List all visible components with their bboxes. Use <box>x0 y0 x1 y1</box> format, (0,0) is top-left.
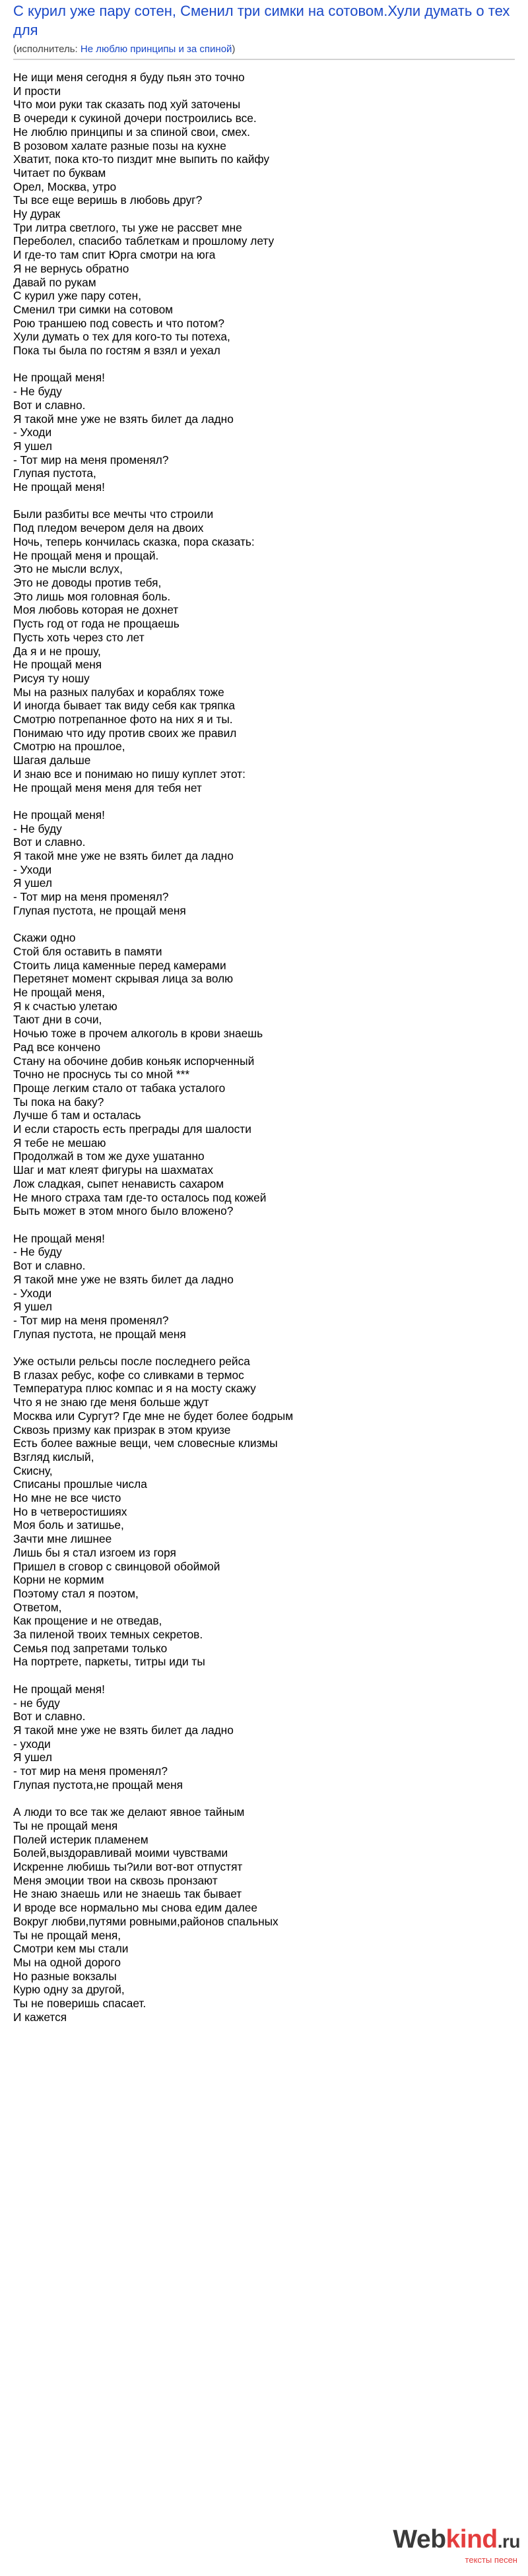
lyric-line: Курю одну за другой, <box>13 1983 125 1997</box>
lyric-line: Взгляд кислый, <box>13 1450 94 1464</box>
lyric-line: Лишь бы я стал изгоем из горя <box>13 1545 176 1559</box>
lyric-blank-line <box>13 1341 515 1355</box>
lyric-line: Шагая дальше <box>13 754 91 767</box>
lyric-line: Не прощай меня меня для тебя нет <box>13 781 202 794</box>
lyric-line: - Не буду <box>13 385 62 399</box>
lyric-line: Рад все кончено <box>13 1040 101 1054</box>
lyric-line: В глазах ребус, кофе со сливками в термос <box>13 1368 244 1382</box>
lyric-line: Сменил три симки на сотовом <box>13 302 174 316</box>
lyric-line: И знаю все и понимаю но пишу куплет этот: <box>13 767 246 781</box>
lyric-line: Не знаю знаешь или не знаешь так бывает <box>13 1887 242 1901</box>
lyric-line: Списаны прошлые числа <box>13 1477 147 1491</box>
lyric-line: Ты все еще веришь в любовь друг? <box>13 193 203 207</box>
lyric-line: Продолжай в том же духе ушатанно <box>13 1149 205 1163</box>
lyric-line: Искренне любишь ты?или вот-вот отпустят <box>13 1859 243 1873</box>
song-title: С курил уже пару сотен, Сменил три симки на сотовом.Хули думать о тех для <box>13 3 510 38</box>
lyric-line: Вот и славно. <box>13 1710 86 1723</box>
lyric-line: Три литра светлого, ты уже не рассвет мне <box>13 220 242 234</box>
lyrics-body <box>13 71 515 2024</box>
lyric-line: Полей истерик пламенем <box>13 1832 148 1846</box>
lyric-line: Это не доводы против тебя, <box>13 575 162 589</box>
lyric-line: Корни не кормим <box>13 1573 104 1587</box>
lyric-line: И если старость есть преграды для шалости <box>13 1122 251 1136</box>
lyric-line: Но разные вокзалы <box>13 1969 117 1983</box>
lyric-line: Стой бля оставить в памяти <box>13 944 162 958</box>
lyric-line: - Не буду <box>13 1245 62 1259</box>
lyric-line: Я не вернусь обратно <box>13 261 129 275</box>
lyric-line: Моя любовь которая не дохнет <box>13 603 179 617</box>
lyric-blank-line <box>13 794 515 808</box>
artist-link[interactable]: Не люблю принципы и за спиной <box>80 44 232 55</box>
logo-part-web: Web <box>393 2525 446 2554</box>
lyric-line: Не прощай меня! <box>13 808 105 821</box>
lyric-line: Скажи одно <box>13 931 76 945</box>
lyric-line: Под пледом вечером деля на двоих <box>13 521 204 535</box>
lyric-line: Не прощай меня! <box>13 480 105 494</box>
lyric-line: Мы на одной дорого <box>13 1955 121 1969</box>
lyric-line: Ночью тоже в прочем алкоголь в крови знаешь <box>13 1027 263 1041</box>
lyric-line: - Тот мир на меня променял? <box>13 1313 169 1327</box>
lyric-line: Поэтому стал я поэтом, <box>13 1586 139 1600</box>
lyric-line: Это лишь моя головная боль. <box>13 589 171 603</box>
lyric-line: Я ушел <box>13 1751 52 1764</box>
lyric-line: Были разбиты все мечты что строили <box>13 507 214 521</box>
lyric-line: Ну дурак <box>13 207 61 221</box>
logo-tagline: тексты песен <box>465 2555 517 2565</box>
lyric-line: Пусть год от года не прощаешь <box>13 617 180 631</box>
lyric-line: Это не мысли вслух, <box>13 562 123 576</box>
lyric-line: Я ушел <box>13 876 52 890</box>
lyric-line: Ответом, <box>13 1600 62 1614</box>
lyric-line: Не люблю принципы и за спиной свои, смех. <box>13 125 250 139</box>
lyric-line: Стоить лица каменные перед камерами <box>13 958 226 972</box>
artist-line <box>13 42 515 57</box>
lyric-line: Вот и славно. <box>13 1259 86 1273</box>
lyric-line: Смотрю на прошлое, <box>13 740 125 754</box>
lyric-line: Шаг и мат клеят фигуры на шахматах <box>13 1163 213 1177</box>
lyric-line: - Уходи <box>13 862 52 876</box>
lyric-line: Читает по буквам <box>13 166 106 179</box>
lyric-line: Смотри кем мы стали <box>13 1942 129 1956</box>
lyric-line: Тают дни в сочи, <box>13 1013 102 1027</box>
lyric-line: - не буду <box>13 1696 60 1710</box>
lyric-line: Проще легким стало от табака усталого <box>13 1081 226 1095</box>
lyric-line: - тот мир на меня променял? <box>13 1764 168 1778</box>
lyric-line: Ночь, теперь кончилась сказка, пора сказать: <box>13 534 255 548</box>
lyric-line: Как прощение и не отведав, <box>13 1614 162 1628</box>
lyric-line: Не прощай меня, <box>13 986 105 1000</box>
lyric-line: Хватит, пока кто-то пиздит мне выпить по кайфу <box>13 152 270 166</box>
lyric-line: - Не буду <box>13 821 62 835</box>
lyric-line: Болей,выздоравливай моими чувствами <box>13 1846 228 1860</box>
lyric-line: С курил уже пару сотен, <box>13 289 142 303</box>
lyric-line: Вот и славно. <box>13 835 86 849</box>
lyric-line: Я такой мне уже не взять билет да ладно <box>13 849 234 863</box>
lyric-line: Сквозь призму как призрак в этом круизе <box>13 1423 231 1436</box>
lyric-line: Ты не поверишь спасает. <box>13 1997 147 2011</box>
lyric-line: Я ушел <box>13 439 52 453</box>
artist-suffix: ) <box>232 44 236 55</box>
lyric-line: Перетянет момент скрывая лица за волю <box>13 972 234 986</box>
lyric-line: И иногда бывает так виду себя как тряпка <box>13 699 236 713</box>
lyric-blank-line <box>13 1218 515 1232</box>
lyric-line: Да я и не прошу, <box>13 644 101 658</box>
lyric-line: - Тот мир на меня променял? <box>13 890 169 904</box>
lyric-line: Стану на обочине добив коньяк испорченный <box>13 1054 255 1068</box>
lyric-line: Хули думать о тех для кого-то ты потеха, <box>13 330 230 344</box>
lyric-blank-line <box>13 918 515 932</box>
lyric-line: - уходи <box>13 1737 51 1751</box>
lyric-line: Ты не прощай меня <box>13 1819 118 1832</box>
lyric-line: Я ушел <box>13 1300 52 1314</box>
lyric-line: Лучше б там и осталась <box>13 1109 141 1122</box>
lyric-line: Вокруг любви,путями ровными,районов спальных <box>13 1914 279 1928</box>
lyric-line: Ты пока на баку? <box>13 1095 104 1109</box>
logo-wordmark <box>393 2525 520 2557</box>
lyric-line: И кажется <box>13 2010 67 2024</box>
lyric-line: Я такой мне уже не взять билет да ладно <box>13 1272 234 1286</box>
lyric-line: За пиленой твоих темных секретов. <box>13 1628 203 1642</box>
lyric-line: - Уходи <box>13 1286 52 1300</box>
divider <box>13 59 515 60</box>
lyric-line: Что мои руки так сказать под хуй заточены <box>13 98 241 112</box>
lyric-line: Не много страха там где-то осталось под кожей <box>13 1190 267 1204</box>
lyric-line: И прости <box>13 84 61 98</box>
lyric-line: В очереди к сукиной дочери построились все. <box>13 112 257 125</box>
lyric-line: Точно не проснусь ты со мной *** <box>13 1068 190 1081</box>
lyric-line: Пусть хоть через сто лет <box>13 630 145 644</box>
lyric-line: Понимаю что иду против своих же правил <box>13 726 237 740</box>
lyric-line: Не прощай меня <box>13 658 102 672</box>
logo-part-domain: .ru <box>497 2531 520 2552</box>
lyric-line: Не прощай меня! <box>13 371 105 385</box>
lyric-line: Вот и славно. <box>13 398 86 412</box>
lyric-line: Скисну, <box>13 1464 53 1477</box>
lyric-line: Я тебе не мешаю <box>13 1136 106 1149</box>
artist-prefix: (исполнитель: <box>13 44 81 55</box>
lyric-line: Глупая пустота, не прощай меня <box>13 1327 186 1341</box>
lyric-line: Не прощай меня! <box>13 1231 105 1245</box>
lyric-line: - Тот мир на меня променял? <box>13 453 169 467</box>
lyric-line: Глупая пустота, <box>13 467 96 480</box>
lyric-line: Есть более важные вещи, чем словесные клизмы <box>13 1436 278 1450</box>
lyric-line: Не ищи меня сегодня я буду пьян это точно <box>13 71 245 84</box>
lyric-line: Переболел, спасибо таблеткам и прошлому лету <box>13 234 275 248</box>
lyric-line: Я такой мне уже не взять билет да ладно <box>13 412 234 426</box>
lyric-line: Орел, Москва, утро <box>13 179 117 193</box>
lyric-line: Меня эмоции твои на сквозь пронзают <box>13 1873 218 1887</box>
lyric-line: Мы на разных палубах и кораблях тоже <box>13 685 224 699</box>
lyric-line: - Уходи <box>13 426 52 439</box>
lyric-line: Рисуя ту ношу <box>13 671 90 685</box>
lyric-line: Я к счастью улетаю <box>13 999 117 1013</box>
lyric-line: Смотрю потрепанное фото на них я и ты. <box>13 713 233 726</box>
site-logo[interactable] <box>375 2525 520 2568</box>
lyric-line: Рою траншею под совесть и что потом? <box>13 316 224 330</box>
lyric-line: И где-то там спит Юрга смотри на юга <box>13 248 216 262</box>
lyric-line: Но мне не все чисто <box>13 1491 121 1505</box>
lyric-blank-line <box>13 358 515 371</box>
lyric-line: Уже остыли рельсы после последнего рейса <box>13 1355 250 1368</box>
logo-part-kind: kind <box>446 2525 498 2554</box>
lyric-line: Но в четверостишиях <box>13 1504 127 1518</box>
lyric-line: На портрете, паркеты, титры иди ты <box>13 1655 205 1669</box>
lyric-blank-line <box>13 494 515 508</box>
lyric-line: Семья под запретами только <box>13 1641 168 1655</box>
lyric-line: Не прощай меня и прощай. <box>13 548 159 562</box>
lyric-line: Что я не знаю где меня больше ждут <box>13 1396 209 1409</box>
lyric-line: Температура плюс компас и я на мосту скажу <box>13 1382 256 1396</box>
lyric-line: Москва или Сургут? Где мне не будет более бодрым <box>13 1409 294 1423</box>
lyric-line: В розовом халате разные позы на кухне <box>13 139 226 152</box>
lyric-line: Давай по рукам <box>13 275 96 289</box>
lyric-line: А люди то все так же делают явное тайным <box>13 1805 245 1819</box>
lyric-line: Не прощай меня! <box>13 1682 105 1696</box>
lyric-line: Глупая пустота, не прощай меня <box>13 903 186 917</box>
lyric-line: Зачти мне лишнее <box>13 1532 112 1546</box>
lyric-line: Ты не прощай меня, <box>13 1928 121 1942</box>
lyric-line: Быть может в этом много было вложено? <box>13 1204 234 1218</box>
lyric-line: И вроде все нормально мы снова едим далее <box>13 1901 258 1915</box>
lyric-line: Глупая пустота,не прощай меня <box>13 1778 183 1791</box>
lyric-line: Пока ты была по гостям я взял и уехал <box>13 344 220 358</box>
lyric-line: Пришел в сговор с свинцовой обоймой <box>13 1559 220 1573</box>
lyric-blank-line <box>13 1791 515 1805</box>
lyric-line: Моя боль и затишье, <box>13 1518 124 1532</box>
lyric-line: Лож сладкая, сыпет ненависть сахаром <box>13 1176 224 1190</box>
lyric-blank-line <box>13 1669 515 1683</box>
lyric-line: Я такой мне уже не взять билет да ладно <box>13 1723 234 1737</box>
